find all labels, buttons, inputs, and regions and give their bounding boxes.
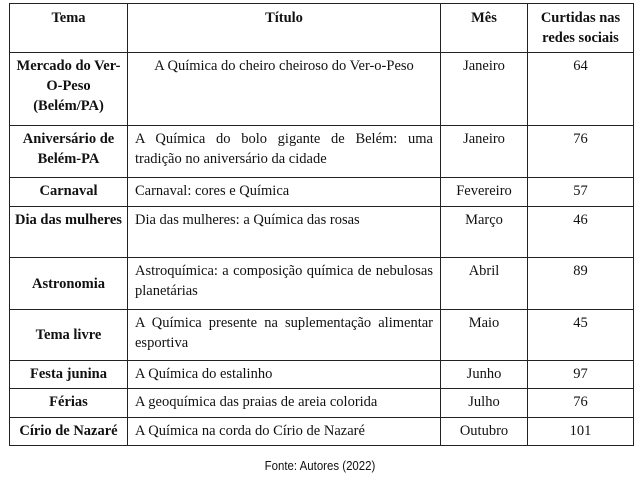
cell-titulo: Dia das mulheres: a Química das rosas: [128, 207, 441, 258]
header-curtidas: Curtidas nas redes sociais: [528, 4, 634, 53]
table-row: [10, 178, 634, 207]
table-row: [10, 361, 634, 389]
cell-mes: Abril: [441, 258, 528, 310]
cell-tema: Mercado do Ver-O-Peso (Belém/PA): [10, 53, 128, 126]
cell-curtidas: 45: [528, 310, 634, 361]
cell-curtidas: 64: [528, 53, 634, 126]
cell-mes: Janeiro: [441, 126, 528, 178]
header-titulo: Título: [128, 4, 441, 53]
cell-tema: Círio de Nazaré: [10, 418, 128, 446]
header-row: [10, 4, 634, 53]
cell-curtidas: 46: [528, 207, 634, 258]
table-row: [10, 389, 634, 418]
table-row: [10, 258, 634, 310]
cell-tema: Férias: [10, 389, 128, 418]
table-row: [10, 207, 634, 258]
cell-titulo: A Química na corda do Círio de Nazaré: [128, 418, 441, 446]
cell-curtidas: 97: [528, 361, 634, 389]
cell-titulo: A Química do bolo gigante de Belém: uma tradição no aniversário da cidade: [128, 126, 441, 178]
cell-titulo: A Química do cheiro cheiroso do Ver-o-Peso: [128, 53, 441, 126]
cell-tema: Aniversário de Belém-PA: [10, 126, 128, 178]
cell-tema: Festa junina: [10, 361, 128, 389]
cell-tema: Dia das mulheres: [10, 207, 128, 258]
header-mes: Mês: [441, 4, 528, 53]
cell-tema: Astronomia: [10, 258, 128, 310]
posts-table: [9, 3, 634, 446]
cell-mes: Julho: [441, 389, 528, 418]
cell-curtidas: 76: [528, 126, 634, 178]
cell-mes: Janeiro: [441, 53, 528, 126]
cell-curtidas: 89: [528, 258, 634, 310]
cell-tema: Tema livre: [10, 310, 128, 361]
cell-titulo: A Química do estalinho: [128, 361, 441, 389]
cell-curtidas: 76: [528, 389, 634, 418]
cell-titulo: Astroquímica: a composição química de nebulosas planetárias: [128, 258, 441, 310]
cell-curtidas: 57: [528, 178, 634, 207]
cell-mes: Maio: [441, 310, 528, 361]
table-row: [10, 53, 634, 126]
cell-mes: Março: [441, 207, 528, 258]
cell-mes: Fevereiro: [441, 178, 528, 207]
cell-curtidas: 101: [528, 418, 634, 446]
cell-titulo: A geoquímica das praias de areia colorida: [128, 389, 441, 418]
header-tema: Tema: [10, 4, 128, 53]
table-row: [10, 126, 634, 178]
cell-titulo: Carnaval: cores e Química: [128, 178, 441, 207]
table-row: [10, 418, 634, 446]
table-row: [10, 310, 634, 361]
table-source-caption: Fonte: Autores (2022): [264, 458, 376, 473]
cell-mes: Outubro: [441, 418, 528, 446]
cell-tema: Carnaval: [10, 178, 128, 207]
cell-mes: Junho: [441, 361, 528, 389]
cell-titulo: A Química presente na suplementação alimentar esportiva: [128, 310, 441, 361]
